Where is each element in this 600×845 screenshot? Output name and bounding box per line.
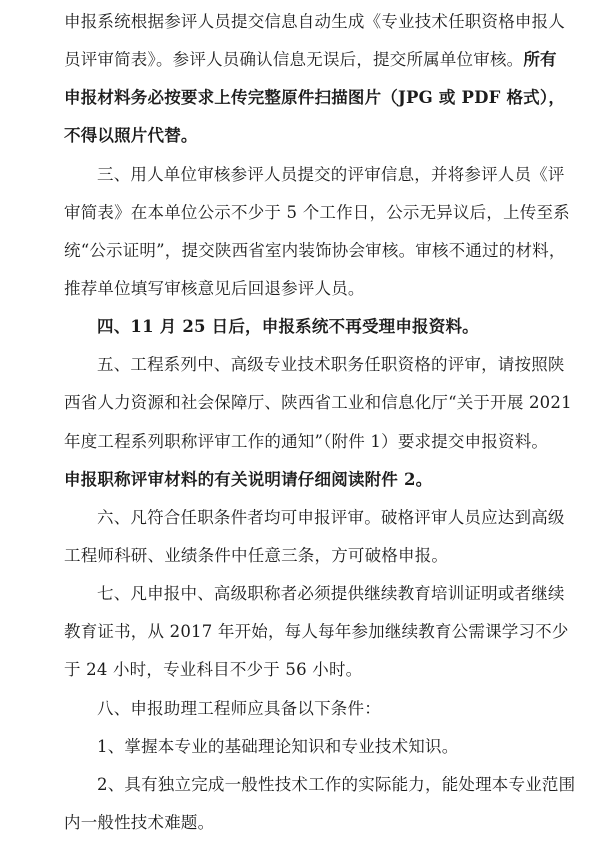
text-line: 2、具有独立完成一般性技术工作的实际能力，能处理本专业范围 <box>97 775 576 794</box>
text-line: 于 24 小时，专业科目不少于 56 小时。 <box>64 660 363 679</box>
text-line: 年度工程系列职称评审工作的通知”（附件 1）要求提交申报资料。 <box>64 432 549 451</box>
text-line: 内一般性技术难题。 <box>64 813 215 832</box>
text-line: 工程师科研、业绩条件中任意三条，方可破格申报。 <box>64 546 449 565</box>
text-line: 审简表》在本单位公示不少于 5 个工作日，公示无异议后，上传至系 <box>64 203 570 222</box>
bold-text-segment: 所有 <box>523 50 557 69</box>
text-line: 八、申报助理工程师应具备以下条件： <box>97 699 381 718</box>
text-line: 申报系统根据参评人员提交信息自动生成《专业技术任职资格申报人 <box>64 12 565 31</box>
bold-text-line: 申报职称评审材料的有关说明请仔细阅读附件 2。 <box>64 470 433 489</box>
bold-text-line: 申报材料务必按要求上传完整原件扫描图片（JPG 或 PDF 格式）， <box>64 88 566 107</box>
text-line: 六、凡符合任职条件者均可申报评审。破格评审人员应达到高级 <box>97 508 565 527</box>
bold-text-line: 不得以照片代替。 <box>64 126 198 145</box>
text-line: 教育证书，从 2017 年开始，每人每年参加继续教育公需课学习不少 <box>64 622 569 641</box>
text-line <box>64 50 557 70</box>
text-line: 七、凡申报中、高级职称者必须提供继续教育培训证明或者继续 <box>97 584 565 603</box>
bold-text-line: 四、11 月 25 日后，申报系统不再受理申报资料。 <box>97 317 479 336</box>
text-line: 三、用人单位审核参评人员提交的评审信息，并将参评人员《评 <box>97 165 565 184</box>
text-line: 推荐单位填写审核意见后回退参评人员。 <box>64 279 365 298</box>
text-line: 1、掌握本专业的基础理论知识和专业技术知识。 <box>97 737 459 756</box>
text-segment: 员评审简表》。参评人员确认信息无误后，提交所属单位审核。 <box>64 50 524 69</box>
text-line: 西省人力资源和社会保障厅、陕西省工业和信息化厅“关于开展 2021 <box>64 393 572 412</box>
text-line: 统“公示证明”，提交陕西省室内装饰协会审核。审核不通过的材料， <box>64 241 566 260</box>
text-line: 五、工程系列中、高级专业技术职务任职资格的评审，请按照陕 <box>97 355 565 374</box>
